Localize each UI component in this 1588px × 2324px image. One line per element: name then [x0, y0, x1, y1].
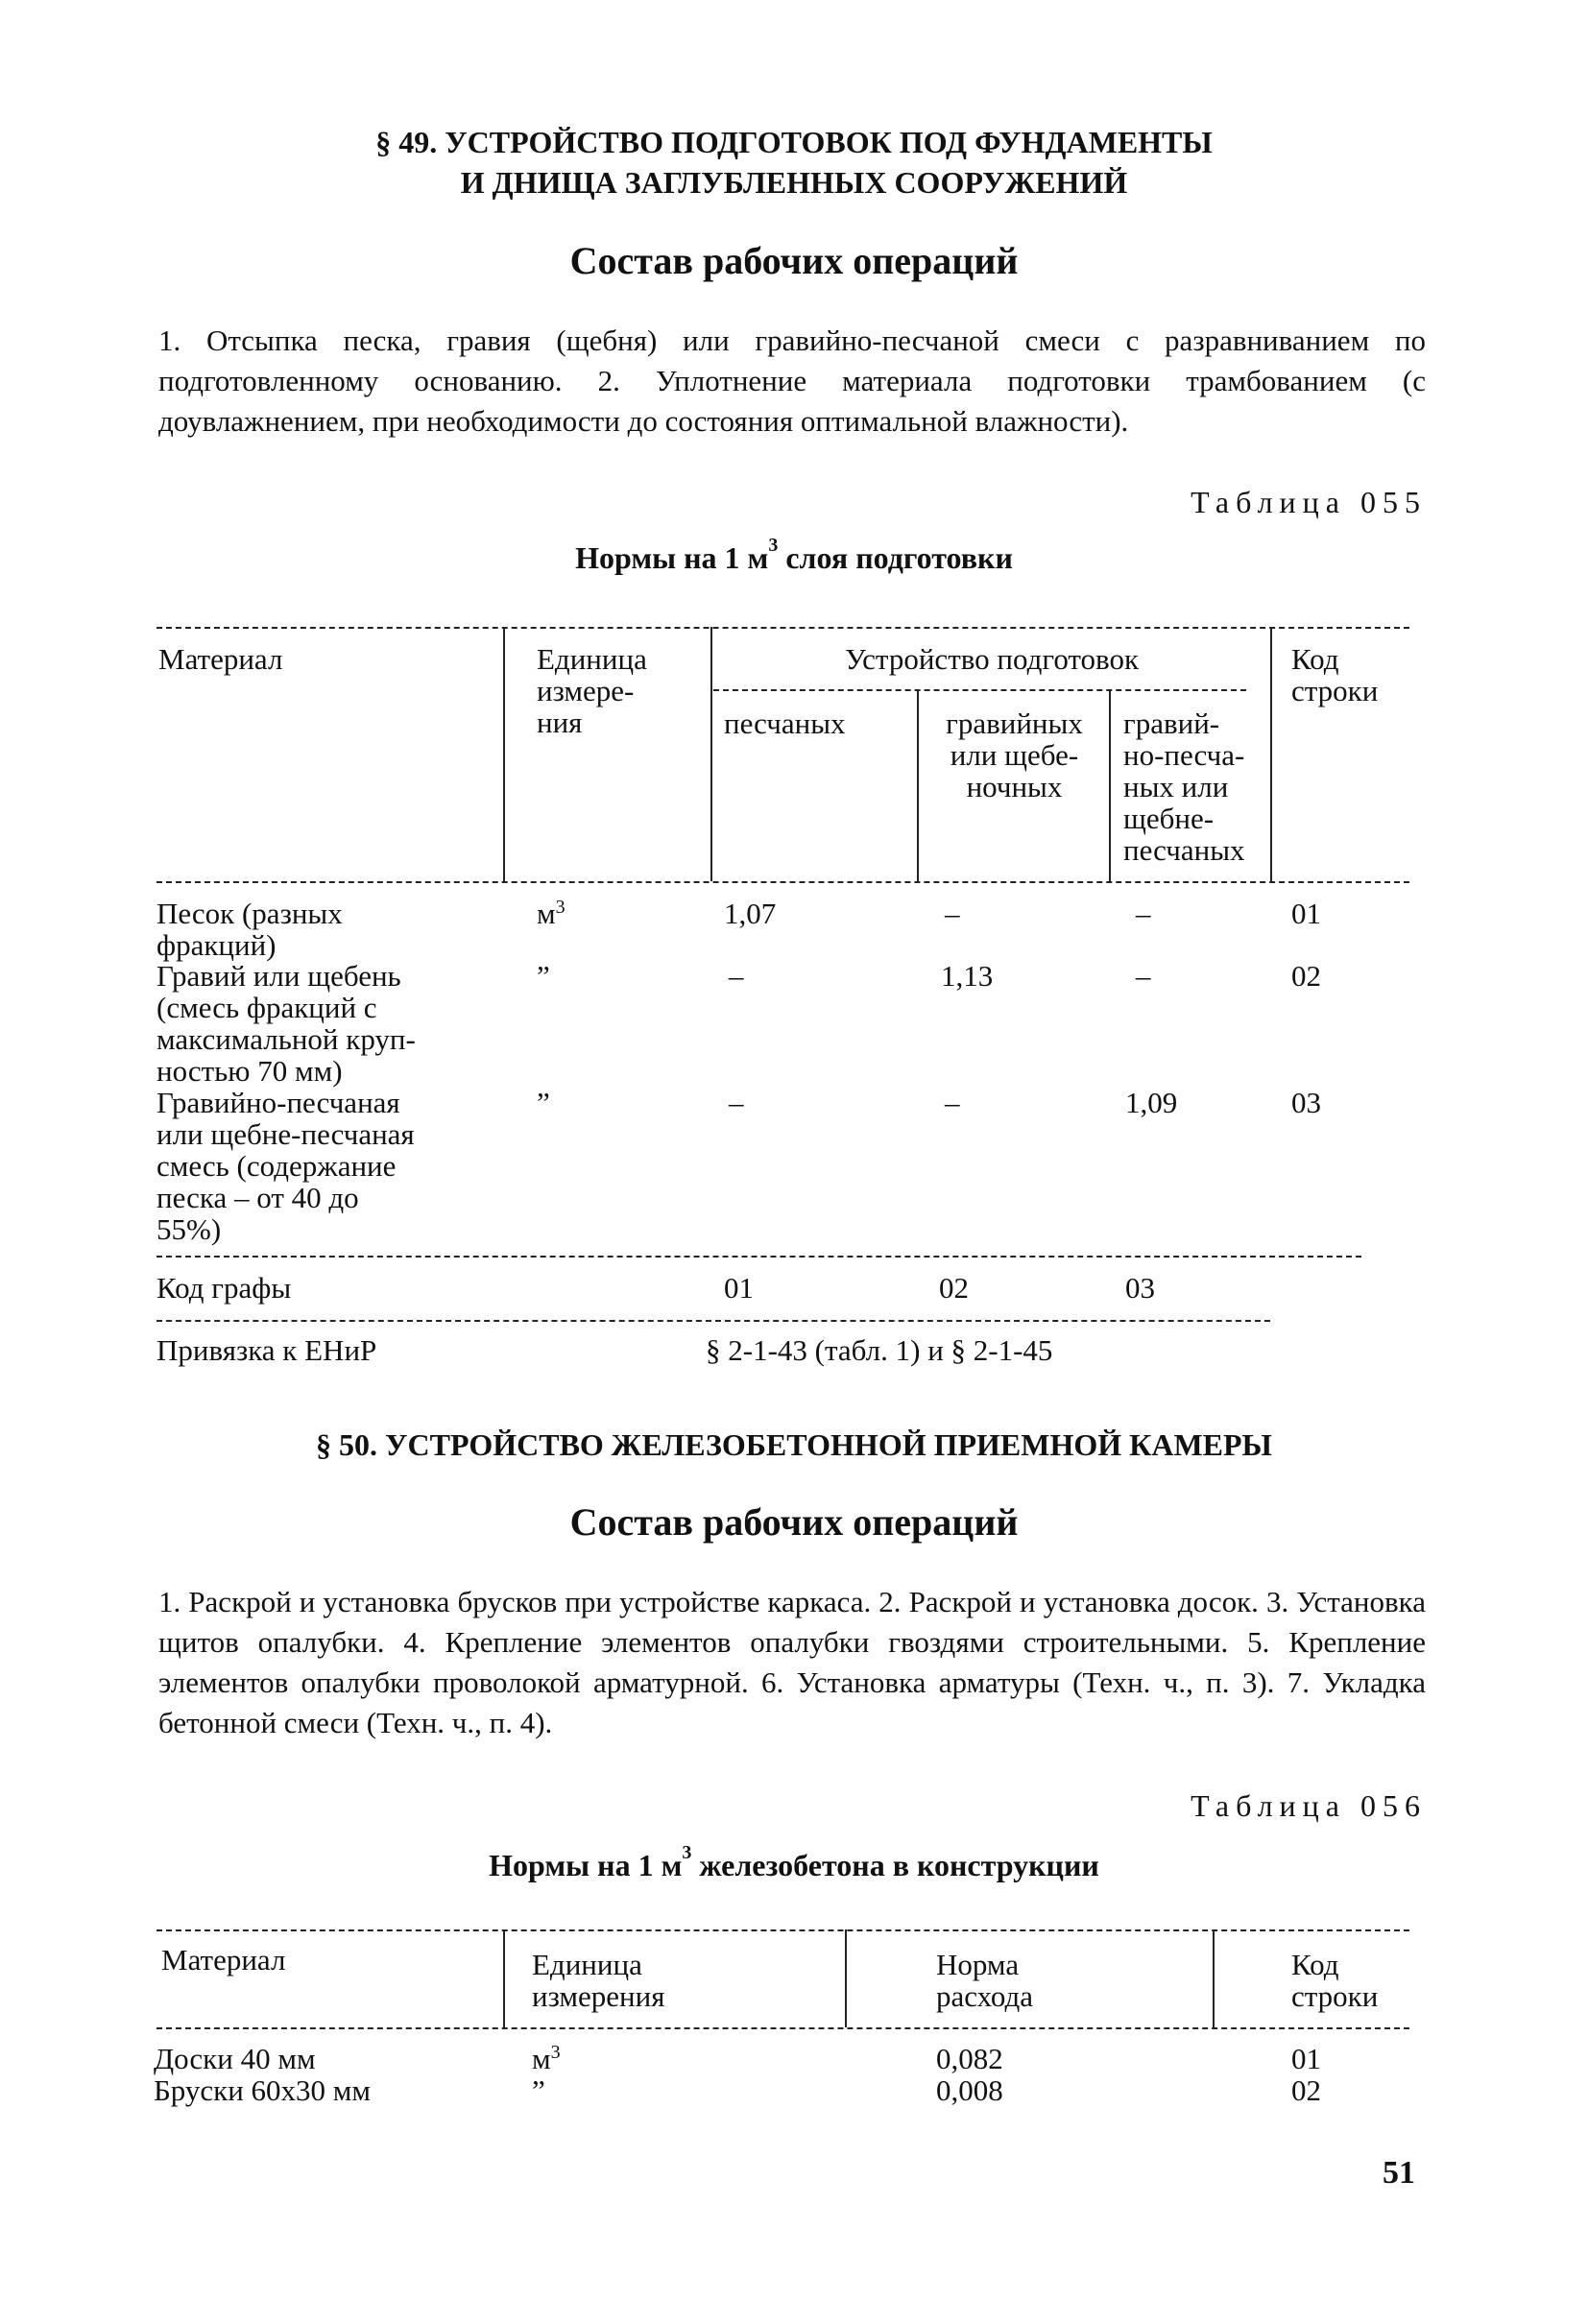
table056-number: Таблица 056 [1191, 1788, 1427, 1823]
table055-header-rule [156, 881, 1409, 883]
th-unit: Единица измерения [532, 1948, 665, 2013]
table055-number: Таблица 055 [1191, 485, 1427, 519]
section49-title-line2: И ДНИЩА ЗАГЛУБЛЕННЫХ СООРУЖЕНИЙ [460, 165, 1128, 200]
table-row: Гравийно-песчаная или щебне-песчаная смесь (содержание песка – от 40 до 55%) [156, 1086, 415, 1246]
row-norm: 0,082 [936, 2042, 1003, 2075]
table-row: Бруски 60х30 мм [154, 2073, 372, 2107]
th-gravel: гравийных или щебе- ночных [946, 707, 1083, 803]
table056-caption: Нормы на 1 $м^3$ железобетона в конструкции [489, 1842, 1099, 1882]
table055-vline [917, 689, 919, 881]
table056-vline [845, 1929, 847, 2027]
section49-title-line1: § 49. УСТРОЙСТВО ПОДГОТОВОК ПОД ФУНДАМЕНТЫ [375, 125, 1213, 159]
row-unit: $м^3$ [537, 897, 565, 930]
table055-vline [710, 627, 712, 881]
row-unit: ” [537, 959, 550, 993]
th-unit: Единица измере- ния [537, 642, 647, 739]
row-mix: – [1136, 897, 1151, 930]
column-code-label: Код графы [156, 1271, 292, 1305]
th-material: Материал [158, 642, 283, 676]
row-gravel: 1,13 [941, 959, 994, 993]
table055-caption: Нормы на 1 $м^3$ слоя подготовки [575, 535, 1013, 575]
table-row: Песок (разных фракций) [156, 897, 343, 962]
th-norm: Норма расхода [936, 1948, 1034, 2013]
row-code: 02 [1291, 959, 1321, 993]
row-unit: ” [532, 2073, 545, 2107]
row-mix: – [1136, 959, 1151, 993]
row-gravel: – [945, 1086, 960, 1119]
table055-vline [1270, 627, 1272, 881]
table055-top-rule [156, 627, 1409, 629]
column-code-02: 02 [939, 1271, 969, 1305]
table-row: Доски 40 мм [154, 2042, 316, 2075]
row-sand: – [729, 959, 744, 993]
row-code: 01 [1291, 2042, 1321, 2075]
table056-header-rule [156, 2027, 1409, 2029]
th-group: Устройство подготовок [844, 642, 1140, 676]
th-sand: песчаных [724, 707, 846, 740]
section49-ops-heading: Состав рабочих операций [569, 239, 1019, 282]
section50-ops-heading: Состав рабочих операций [569, 1500, 1019, 1544]
row-code: 03 [1291, 1086, 1321, 1119]
enir-link-label: Привязка к ЕНиР [156, 1333, 377, 1367]
table056-vline [503, 1929, 505, 2027]
row-mix: 1,09 [1125, 1086, 1178, 1119]
section49-ops-text: 1. Отсыпка песка, гравия (щебня) или гравийно-песчаной смеси с разравниванием по подготовленному основанию. 2. Уплотнение материала подготовки трамбованием (с доувлажнением, при необходимости до состояния оптимальной влажности). [158, 323, 1426, 438]
row-unit: $м^3$ [532, 2042, 561, 2075]
row-code: 01 [1291, 897, 1321, 930]
row-sand: 1,07 [724, 897, 777, 930]
th-mix: гравий- но-песча- ных или щебне- песчаных [1123, 707, 1245, 867]
column-code-03: 03 [1125, 1271, 1155, 1305]
th-material: Материал [161, 1943, 286, 1977]
table055-vline [1109, 689, 1111, 881]
table055-code-rule [156, 1320, 1270, 1322]
section50-title: § 50. УСТРОЙСТВО ЖЕЛЕЗОБЕТОННОЙ ПРИЕМНОЙ КАМЕРЫ [316, 1427, 1272, 1462]
table056-top-rule [156, 1929, 1409, 1931]
th-code: Код строки [1291, 642, 1379, 707]
table-row: Гравий или щебень (смесь фракций с максимальной круп- ностью 70 мм) [156, 959, 416, 1088]
row-code: 02 [1291, 2073, 1321, 2107]
row-gravel: – [945, 897, 960, 930]
row-unit: ” [537, 1086, 550, 1119]
table055-group-rule [713, 689, 1246, 691]
th-code: Код строки [1291, 1948, 1379, 2013]
enir-link-value: § 2-1-43 (табл. 1) и § 2-1-45 [706, 1333, 1053, 1367]
page-number: 51 [1383, 2155, 1415, 2191]
table055-vline [503, 627, 505, 881]
table056-vline [1213, 1929, 1215, 2027]
section50-ops-text: 1. Раскрой и установка брусков при устройстве каркаса. 2. Раскрой и установка досок. 3. Установка щитов опалубки. 4. Крепление элементов опалубки гвоздями строительными. 5. Крепление элементов опалубки проволокой арматурной. 6. Установка арматуры (Техн. ч., п. 3). 7. Укладка бетонной смеси (Техн. ч., п. 4). [158, 1585, 1426, 1739]
row-sand: – [729, 1086, 744, 1119]
column-code-01: 01 [724, 1271, 754, 1305]
row-norm: 0,008 [936, 2073, 1003, 2107]
table055-body-rule [156, 1256, 1361, 1258]
